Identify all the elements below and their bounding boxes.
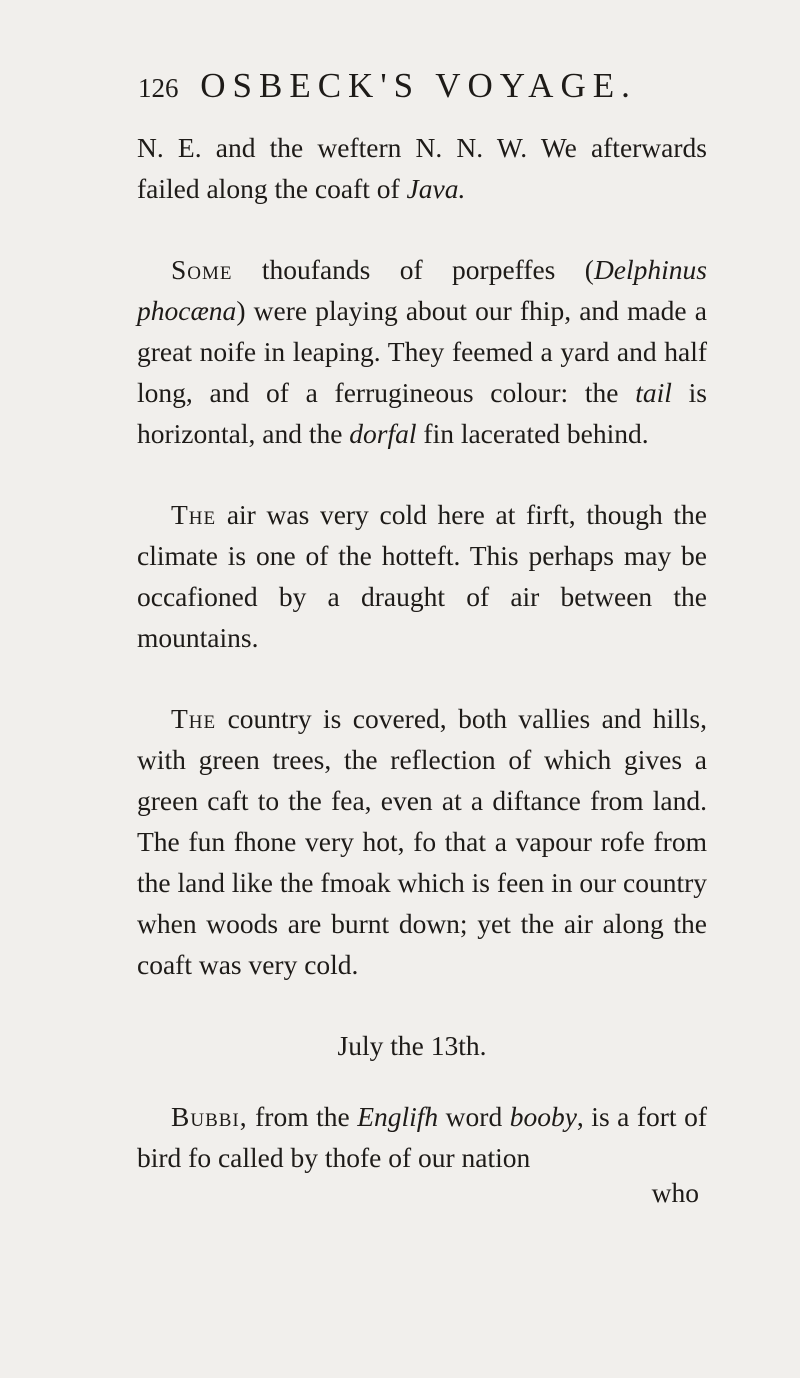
paragraph-country: [137, 698, 707, 985]
paragraph-continuation: [137, 127, 707, 209]
paragraph-porpoises: [137, 249, 707, 454]
paragraph-lead-word: The: [171, 703, 217, 734]
page-number: 126: [138, 73, 179, 103]
date-heading: July the 13th.: [337, 1030, 487, 1061]
paragraph-lead-word: Bubbi,: [171, 1101, 248, 1132]
paragraph-bubbi: [137, 1096, 707, 1178]
italic-term-java: Java.: [406, 173, 466, 204]
italic-species-name: Delphinus phocæna: [137, 254, 707, 326]
running-title: OSBECK'S VOYAGE.: [200, 66, 637, 105]
catchword: who: [651, 1177, 699, 1208]
paragraph-lead-word: Some: [171, 254, 233, 285]
paragraph-text: from the: [247, 1101, 358, 1132]
paragraph-text: thoufands of porpeffes (: [232, 254, 594, 285]
paragraph-text: air was very cold here at firft, though the climate is one of the hotteft. This perhaps may be occafioned by a draught of air between the mountains.: [137, 499, 707, 653]
running-head: [138, 66, 698, 116]
italic-term-tail: tail: [635, 377, 672, 408]
paragraph-text: N. E. and the weftern N. N. W. We afterwards failed along the coaft of: [137, 132, 707, 204]
paragraph-text: , is a fort of bird fo called by thofe of our nation: [137, 1101, 707, 1173]
paragraph-air: [137, 494, 707, 658]
italic-term-dorsal: dorfal: [349, 418, 417, 449]
paragraph-lead-word: The: [171, 499, 217, 530]
italic-term-english: Englifh: [357, 1101, 439, 1132]
paragraph-text: fin lacerated behind.: [416, 418, 649, 449]
paragraph-text: word: [438, 1101, 510, 1132]
paragraph-text: country is covered, both vallies and hills, with green trees, the reflection of which gives a green caft to the fea, even at a diftance from land. The fun fhone very hot, fo that a vapour rofe from the land like the fmoak which is feen in our country when woods are burnt down; yet the air along the coaft was very cold.: [137, 703, 707, 980]
paragraph-text: is horizontal, and the: [137, 377, 707, 449]
italic-term-booby: booby: [509, 1101, 577, 1132]
body-text: [137, 127, 707, 1213]
paragraph-text: ) were playing about our fhip, and made a great noife in leaping. They feemed a yard and half long, and of a ferrugineous colour: the: [137, 295, 707, 408]
